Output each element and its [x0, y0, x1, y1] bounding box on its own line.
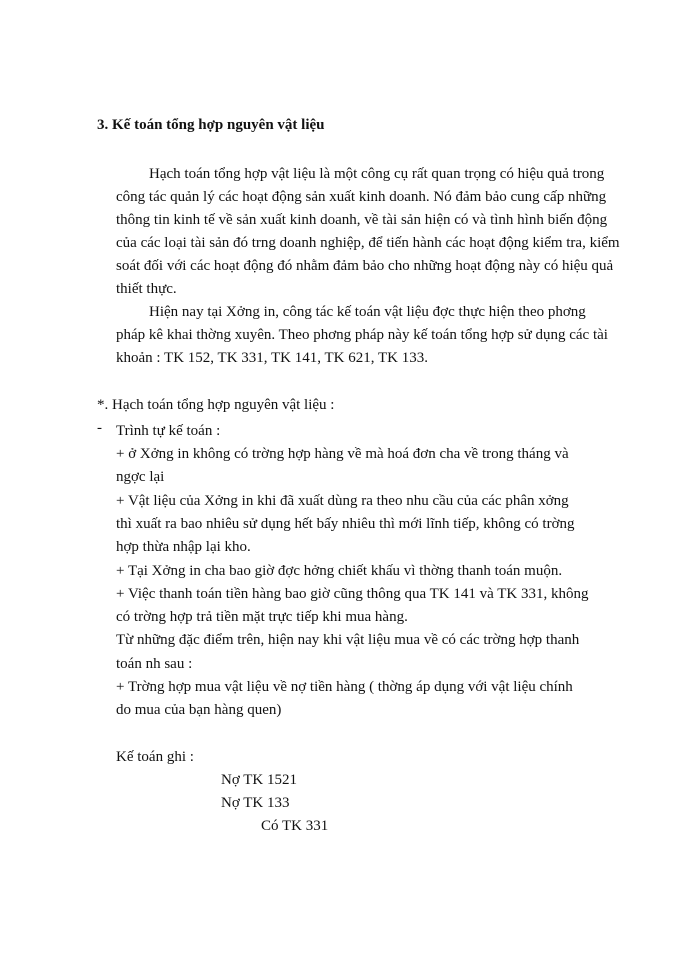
paragraph-line: Hạch toán tổng hợp vật liệu là một công cụ rất quan trọng có hiệu quả trong	[149, 166, 605, 182]
paragraph-line: của các loại tài sản đó trng doanh nghiệp, để tiến hành các hoạt động kiểm tra, kiểm	[116, 235, 620, 251]
entry-debit-1: Nợ TK 1521	[221, 772, 297, 788]
procedure-title: Trình tự kế toán :	[116, 423, 221, 439]
list-item: + Việc thanh toán tiền hàng bao giờ cũng thông qua TK 141 và TK 331, không	[116, 586, 589, 602]
list-item: có trờng hợp trả tiền mặt trực tiếp khi mua hàng.	[116, 609, 408, 625]
paragraph-line: Hiện nay tại Xởng in, công tác kế toán vật liệu đợc thực hiện theo phơng	[149, 304, 586, 320]
list-item: + Tại Xởng in cha bao giờ đợc hởng chiết khấu vì thờng thanh toán muộn.	[116, 563, 563, 579]
paragraph-line: thiết thực.	[116, 281, 177, 297]
subsection-title: *. Hạch toán tổng hợp nguyên vật liệu :	[97, 397, 335, 413]
paragraph-line: thông tin kinh tế về sản xuất kinh doanh, về tài sản hiện có và tình hình biến động	[116, 212, 608, 228]
entry-credit: Có TK 331	[261, 818, 329, 834]
paragraph-line: pháp kê khai thờng xuyên. Theo phơng pháp này kế toán tổng hợp sử dụng các tài	[116, 327, 608, 343]
list-item: Từ những đặc điểm trên, hiện nay khi vật liệu mua về có các trờng hợp thanh	[116, 632, 580, 648]
paragraph-line: soát đối với các hoạt động đó nhằm đảm bảo cho những hoạt động này có hiệu quả	[116, 258, 614, 274]
entry-debit-2: Nợ TK 133	[221, 795, 290, 811]
entry-title: Kế toán ghi :	[116, 749, 194, 765]
section-heading: 3. Kế toán tổng hợp nguyên vật liệu	[97, 117, 325, 133]
list-dash: -	[97, 420, 102, 436]
list-item: + Trờng hợp mua vật liệu về nợ tiền hàng ( thờng áp dụng với vật liệu chính	[116, 679, 573, 695]
list-item: ngợc lại	[116, 469, 165, 485]
paragraph-line: khoản : TK 152, TK 331, TK 141, TK 621, TK 133.	[116, 350, 428, 366]
list-item: thì xuất ra bao nhiêu sử dụng hết bấy nhiêu thì mới lĩnh tiếp, không có trờng	[116, 516, 575, 532]
list-item: hợp thừa nhập lại kho.	[116, 539, 251, 555]
paragraph-line: công tác quản lý các hoạt động sản xuất kinh doanh. Nó đảm bảo cung cấp những	[116, 189, 607, 205]
list-item: + Vật liệu của Xởng in khi đã xuất dùng ra theo nhu cầu của các phân xởng	[116, 493, 569, 509]
list-item: toán nh sau :	[116, 656, 193, 672]
list-item: do mua của bạn hàng quen)	[116, 702, 282, 718]
list-item: + ở Xởng in không có trờng hợp hàng về mà hoá đơn cha về trong tháng và	[116, 446, 569, 462]
